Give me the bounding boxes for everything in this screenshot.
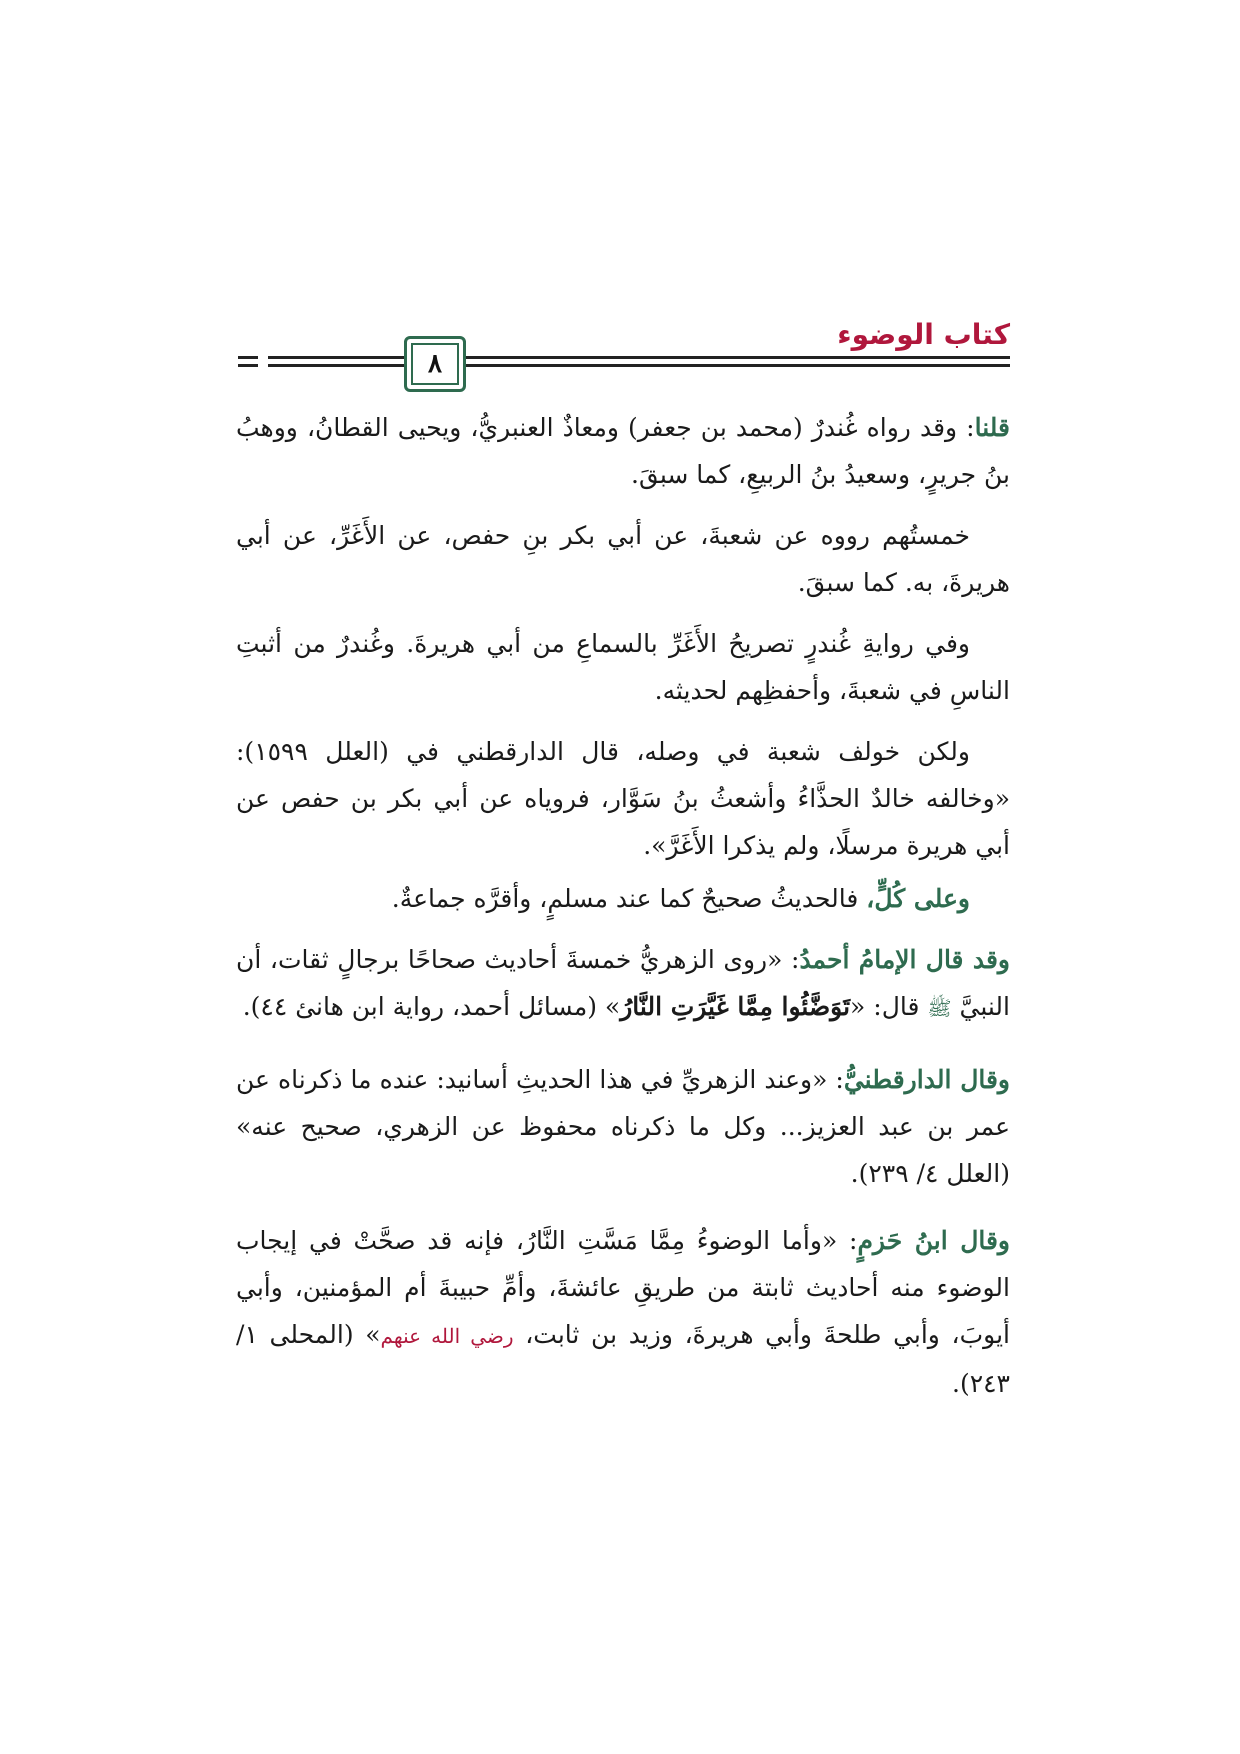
prophet-honorific-ligature: ﷺ: [927, 996, 952, 1020]
header-rule-left-bottom: [238, 364, 258, 367]
companions-honorific-ligature: رضي الله عنهم: [380, 1324, 514, 1348]
header-rule-left-top: [238, 356, 258, 359]
paragraph-5-text: فالحديثُ صحيحٌ كما عند مسلمٍ، وأقرَّه جماعةٌ.: [391, 884, 867, 913]
paragraph-1-text: : وقد رواه غُندرٌ (محمد بن جعفر) ومعاذٌ العنبريُّ، ويحيى القطانُ، ووهبُ بنُ جريرٍ، وسعيدُ بنُ الربيعِ، كما سبقَ.: [236, 413, 1010, 489]
page-header: [238, 312, 1010, 392]
paragraph-8-text-b: » (المحلى ١/ ٢٤٣).: [236, 1320, 1010, 1398]
paragraph-5-label: وعلى كُلٍّ،: [866, 884, 970, 913]
paragraph-6-text-c: » (مسائل أحمد، رواية ابن هانئ ٤٤).: [242, 992, 621, 1021]
paragraph-7-text: : «وعند الزهريِّ في هذا الحديثِ أسانيد: عنده ما ذكرناه عن عمر بن عبد العزيز... وكل ما ذكرناه محفوظ عن الزهري، صحيح عنه» (العلل ٤/ ٢٣٩).: [236, 1065, 1010, 1188]
header-rule-top: [268, 356, 1010, 359]
paragraph-1-label: قلنا: [974, 413, 1010, 442]
paragraph-6-label: وقد قال الإمامُ أحمدُ: [799, 945, 1010, 974]
paragraph-8-text-a: : «وأما الوضوءُ مِمَّا مَسَّتِ النَّارُ، فإنه قد صحَّتْ في إيجاب الوضوء منه أحاديث ثابتة من طريقِ عائشةَ، وأمِّ حبيبةَ أم المؤمنين، وأبي أيوبَ، وأبي طلحةَ وأبي هريرةَ، وزيد بن ثابت،: [236, 1226, 1010, 1349]
paragraph-6-text-b: قال: «: [850, 992, 928, 1021]
paragraph-4: [236, 728, 1010, 869]
paragraph-3-text: وفي روايةِ غُندرٍ تصريحُ الأَغَرِّ بالسماعِ من أبي هريرةَ. وغُندرٌ من أثبتِ الناسِ في شعبةَ، وأحفظِهم لحديثه.: [236, 629, 1010, 705]
paragraph-8-label: وقال ابنُ حَزمٍ: [857, 1226, 1011, 1255]
paragraph-4-text: ولكن خولف شعبة في وصله، قال الدارقطني في (العلل ١٥٩٩): «وخالفه خالدٌ الحذَّاءُ وأشعثُ بنُ سَوَّار، فروياه عن أبي بكر بن حفص عن أبي هريرة مرسلًا، ولم يذكرا الأَغَرَّ».: [236, 737, 1010, 860]
paragraph-1: [236, 404, 1010, 498]
header-rule-bottom: [268, 364, 1010, 367]
hadith-text: تَوَضَّئُوا مِمَّا غَيَّرَتِ النَّارُ: [620, 992, 851, 1021]
paragraph-7-label: وقال الدارقطنيُّ: [843, 1065, 1010, 1094]
paragraph-7: [236, 1056, 1010, 1197]
paragraph-2-text: خمستُهم رووه عن شعبةَ، عن أبي بكر بنِ حفص، عن الأَغَرِّ، عن أبي هريرةَ، به. كما سبقَ.: [236, 521, 1010, 597]
paragraph-3: [236, 620, 1010, 714]
paragraph-5: [236, 875, 1010, 922]
paragraph-6: [236, 936, 1010, 1032]
page-body: [236, 404, 1010, 1407]
paragraph-6-text-a: : «روى الزهريُّ خمسةَ أحاديث صحاحًا برجالٍ ثقات، أن النبيَّ: [236, 945, 1010, 1021]
book-title: كتاب الوضوء: [837, 318, 1010, 351]
page-number: ٨: [428, 349, 442, 379]
paragraph-8: [236, 1217, 1010, 1407]
paragraph-2: [236, 512, 1010, 606]
page-number-badge: [404, 336, 466, 392]
